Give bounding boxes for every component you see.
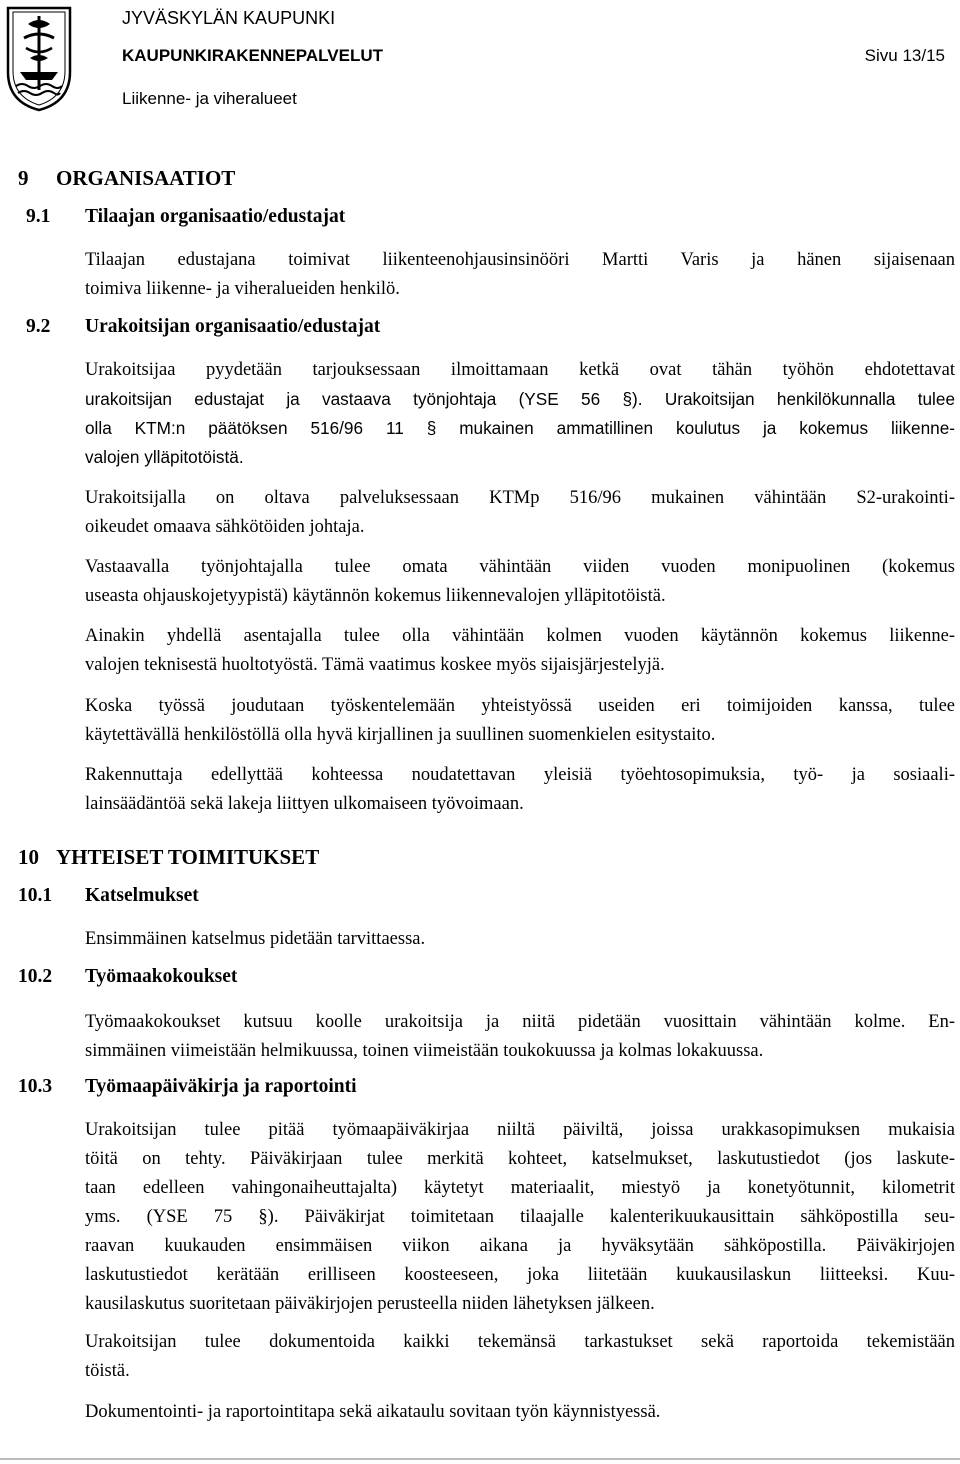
text-line: useasta ohjauskojetyypistä) käytännön kokemus liikennevalojen ylläpitotöistä.	[85, 586, 666, 606]
paragraph-9-2-6	[85, 761, 955, 819]
header-unit: Liikenne- ja viheralueet	[122, 89, 297, 108]
heading-section-10	[18, 845, 319, 870]
heading-section-10-1	[18, 885, 199, 907]
text-line: Urakoitsijalla on oltava palveluksessaan KTMp 516/96 mukainen vähintään S2-urakointi-	[85, 488, 955, 508]
text-line: Rakennuttaja edellyttää kohteessa noudatettavan yleisiä työehtosopimuksia, työ- ja sosiaali-	[85, 765, 955, 785]
section-number: 9.2	[26, 316, 51, 337]
paragraph-10-3-2	[85, 1328, 955, 1386]
section-number: 10.1	[18, 885, 53, 906]
section-number: 10.2	[18, 966, 53, 987]
text-line: oikeudet omaava sähkötöiden johtaja.	[85, 517, 365, 537]
text-line: olla KTM:n päätöksen 516/96 11 § mukainen ammatillinen koulutus ja kokemus liikenne-	[85, 418, 955, 438]
paragraph-9-1	[85, 246, 955, 304]
section-title: Työmaakokoukset	[85, 966, 238, 987]
text-line: Urakoitsijan tulee pitää työmaapäiväkirjaa niiltä päiviltä, joissa urakkasopimuksen mukaisia	[85, 1120, 955, 1140]
text-line: Työmaakokoukset kutsuu koolle urakoitsija ja niitä pidetään vuosittain vähintään kolme. En-	[85, 1012, 955, 1032]
heading-section-9	[18, 166, 235, 191]
text-line: laskutustiedot kerätään erilliseen koosteeseen, joka liitetään kuukausilaskun liitteeksi. Kuu-	[85, 1265, 955, 1285]
text-line: taan edelleen vahingonaiheuttajalta) käytetyt materiaalit, miestyö ja konetyötunnit, kilometrit	[85, 1178, 955, 1198]
paragraph-10-3-3	[85, 1398, 955, 1427]
header-department: KAUPUNKIRAKENNEPALVELUT	[122, 46, 383, 65]
paragraph-10-2	[85, 1008, 955, 1066]
text-line: Urakoitsijan tulee dokumentoida kaikki tekemänsä tarkastukset sekä raportoida tekemistään	[85, 1332, 955, 1352]
text-line: Koska työssä joudutaan työskentelemään yhteistyössä useiden eri toimijoiden kanssa, tulee	[85, 696, 955, 716]
text-line: kausilaskutus suoritetaan päiväkirjojen perusteella niiden lähetyksen jälkeen.	[85, 1294, 655, 1314]
text-line: töistä.	[85, 1361, 130, 1381]
text-line: valojen ylläpitotöistä.	[85, 447, 244, 467]
paragraph-10-1	[85, 925, 955, 954]
paragraph-9-2-1	[85, 356, 955, 472]
section-title: Urakoitsijan organisaatio/edustajat	[85, 316, 381, 337]
heading-section-10-2	[18, 966, 237, 988]
section-number: 10.3	[18, 1076, 53, 1097]
text-line: valojen teknisestä huoltotyöstä. Tämä vaatimus koskee myös sijaisjärjestelyjä.	[85, 655, 665, 675]
paragraph-9-2-2	[85, 484, 955, 542]
text-line: yms. (YSE 75 §). Päiväkirjat toimitetaan tilaajalle kalenterikuukausittain sähköpostilla seu-	[85, 1207, 955, 1227]
paragraph-9-2-4	[85, 622, 955, 680]
text-line: Urakoitsijaa pyydetään tarjouksessaan ilmoittamaan ketkä ovat tähän työhön ehdotettavat	[85, 360, 955, 380]
header-city: JYVÄSKYLÄN KAUPUNKI	[122, 8, 336, 28]
text-line: Vastaavalla työnjohtajalla tulee omata vähintään viiden vuoden monipuolinen (kokemus	[85, 557, 955, 577]
heading-section-9-2	[26, 316, 380, 338]
paragraph-10-3-1	[85, 1116, 955, 1319]
text-line: simmäinen viimeistään helmikuussa, toinen viimeistään toukokuussa ja kolmas lokakuussa.	[85, 1041, 764, 1061]
section-number: 9.1	[26, 206, 51, 227]
section-number: 9	[18, 166, 29, 190]
text-line: Dokumentointi- ja raportointitapa sekä aikataulu sovitaan työn käynnistyessä.	[85, 1402, 661, 1422]
paragraph-9-2-3	[85, 553, 955, 611]
text-line: lainsäädäntöä sekä lakeja liittyen ulkomaiseen työvoimaan.	[85, 794, 524, 814]
page-bottom-edge	[0, 1458, 960, 1460]
text-line: töitä on tehty. Päiväkirjaan tulee merkitä kohteet, katselmukset, laskutustiedot (jos laskute-	[85, 1149, 955, 1169]
city-coat-of-arms-logo	[4, 2, 74, 112]
text-line: toimiva liikenne- ja viheralueiden henkilö.	[85, 279, 400, 299]
text-line: Tilaajan edustajana toimivat liikenteenohjausinsinööri Martti Varis ja hänen sijaisenaan	[85, 250, 955, 270]
section-title: YHTEISET TOIMITUKSET	[56, 845, 320, 869]
heading-section-9-1	[26, 206, 345, 228]
paragraph-9-2-5	[85, 692, 955, 750]
section-title: Katselmukset	[85, 885, 199, 906]
section-title: Työmaapäiväkirja ja raportointi	[85, 1076, 357, 1097]
page-number: Sivu 13/15	[864, 46, 945, 65]
text-line: raavan kuukauden ensimmäisen viikon aikana ja hyväksytään sähköpostilla. Päiväkirjojen	[85, 1236, 955, 1256]
text-line: Ainakin yhdellä asentajalla tulee olla vähintään kolmen vuoden käytännön kokemus liikenne-	[85, 626, 955, 646]
section-number: 10	[18, 845, 39, 869]
heading-section-10-3	[18, 1076, 357, 1098]
text-line: Ensimmäinen katselmus pidetään tarvittaessa.	[85, 929, 426, 949]
section-title: Tilaajan organisaatio/edustajat	[85, 206, 346, 227]
section-title: ORGANISAATIOT	[56, 166, 236, 190]
text-line: käytettävällä henkilöstöllä olla hyvä kirjallinen ja suullinen suomenkielen esitystaito.	[85, 725, 716, 745]
text-line: urakoitsijan edustajat ja vastaava työnjohtaja (YSE 56 §). Urakoitsijan henkilökunnalla tulee	[85, 389, 955, 409]
